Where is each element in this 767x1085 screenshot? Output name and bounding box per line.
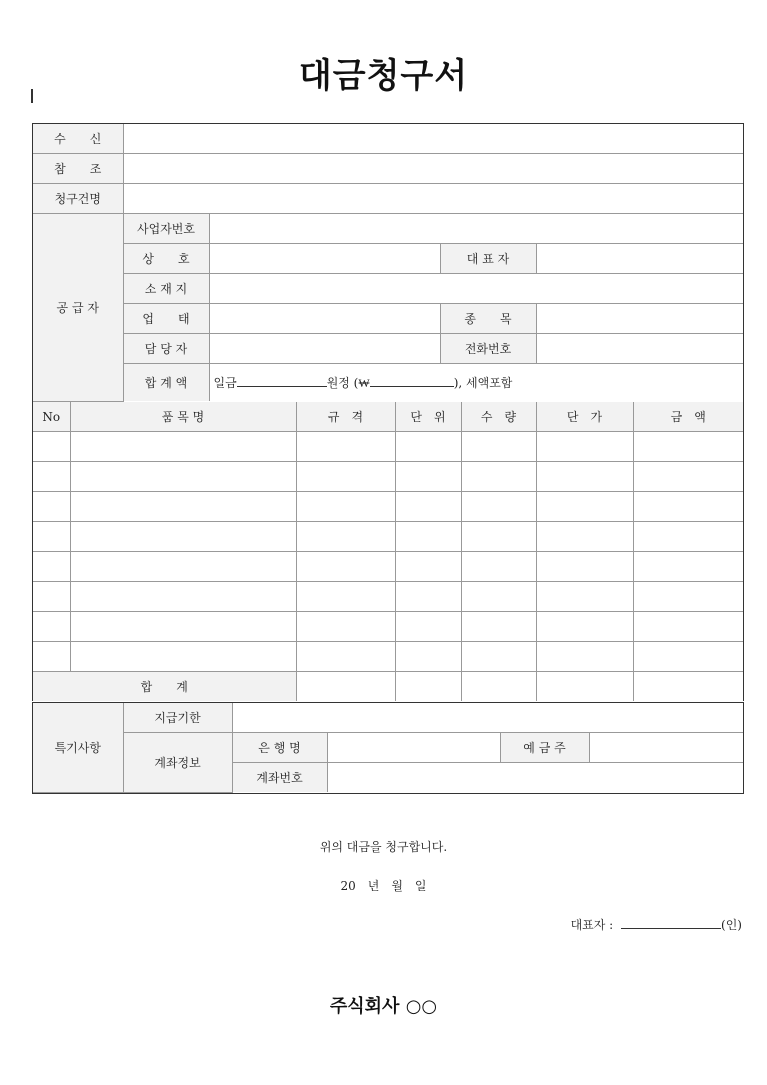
company-name-label: 상 호 (123, 244, 209, 274)
items-sum-row (33, 672, 743, 702)
col-spec: 규 격 (296, 402, 395, 432)
claim-subject-field[interactable] (123, 184, 743, 214)
text-cursor (31, 89, 33, 103)
table-row (33, 642, 743, 672)
supplier-section-label: 공 급 자 (33, 214, 123, 402)
rep-signature-blank[interactable] (621, 916, 721, 929)
table-row (33, 582, 743, 612)
numeric-amount-blank[interactable] (370, 374, 454, 387)
ceo-field[interactable] (536, 244, 743, 274)
business-item-label: 종 목 (440, 304, 536, 334)
seal-mark: (인) (721, 918, 742, 932)
recipient-row (33, 124, 743, 154)
business-item-field[interactable] (536, 304, 743, 334)
account-no-label: 계좌번호 (232, 763, 327, 793)
sum-unit-price[interactable] (536, 672, 633, 702)
col-amount: 금 액 (633, 402, 743, 432)
manager-field[interactable] (209, 334, 440, 364)
reference-row (33, 154, 743, 184)
bank-name-label: 은 행 명 (232, 733, 327, 763)
notes-section-label: 특기사항 (33, 703, 123, 792)
business-type-label: 업 태 (123, 304, 209, 334)
claim-subject-row (33, 184, 743, 214)
date-line: 20 년 월 일 (340, 879, 427, 893)
rep-label: 대표자 : (570, 918, 614, 932)
account-no-field[interactable] (327, 763, 743, 793)
business-no-field[interactable] (209, 214, 743, 244)
total-amount-field[interactable] (209, 364, 743, 402)
document-title: 대금청구서 (298, 56, 469, 96)
table-row (33, 492, 743, 522)
claim-subject-label: 청구건명 (33, 184, 123, 214)
phone-label: 전화번호 (440, 334, 536, 364)
sum-label: 합 계 (33, 672, 296, 702)
total-mid: 원정 (₩ (326, 376, 370, 390)
manager-label: 담 당 자 (123, 334, 209, 364)
total-amount-label: 합 계 액 (123, 364, 209, 402)
representative-sign (571, 916, 742, 933)
bank-name-field[interactable] (327, 733, 500, 763)
sum-amount[interactable] (633, 672, 743, 702)
table-row (33, 522, 743, 552)
ceo-label: 대 표 자 (440, 244, 536, 274)
reference-label: 참 조 (33, 154, 123, 184)
col-no: No (33, 402, 70, 432)
sum-spec[interactable] (296, 672, 395, 702)
phone-field[interactable] (536, 334, 743, 364)
due-date-field[interactable] (232, 703, 743, 733)
total-suffix: ), 세액포함 (453, 376, 513, 390)
claim-statement: 위의 대금을 청구합니다. (319, 840, 448, 854)
business-no-label: 사업자번호 (123, 214, 209, 244)
recipient-label: 수 신 (33, 124, 123, 154)
address-label: 소 재 지 (123, 274, 209, 304)
items-table (32, 402, 744, 701)
korean-amount-blank[interactable] (237, 374, 327, 387)
business-type-field[interactable] (209, 304, 440, 334)
company-name-field[interactable] (209, 244, 440, 274)
items-header-row (33, 402, 743, 432)
company-name: 주식회사 ○○ (329, 996, 438, 1017)
recipient-supplier-table (32, 123, 744, 403)
total-prefix: 일금 (213, 376, 237, 390)
table-row (33, 432, 743, 462)
col-quantity: 수 량 (461, 402, 536, 432)
account-info-label: 계좌정보 (123, 733, 232, 793)
account-holder-label: 예 금 주 (500, 733, 589, 763)
recipient-field[interactable] (123, 124, 743, 154)
table-row (33, 462, 743, 492)
notes-table (32, 702, 744, 794)
table-row (33, 552, 743, 582)
due-date-label: 지급기한 (123, 703, 232, 733)
table-row (33, 612, 743, 642)
account-holder-field[interactable] (589, 733, 743, 763)
col-unit-price: 단 가 (536, 402, 633, 432)
reference-field[interactable] (123, 154, 743, 184)
sum-quantity[interactable] (461, 672, 536, 702)
sum-unit[interactable] (395, 672, 461, 702)
col-unit: 단 위 (395, 402, 461, 432)
address-field[interactable] (209, 274, 743, 304)
col-item-name: 품 목 명 (70, 402, 296, 432)
